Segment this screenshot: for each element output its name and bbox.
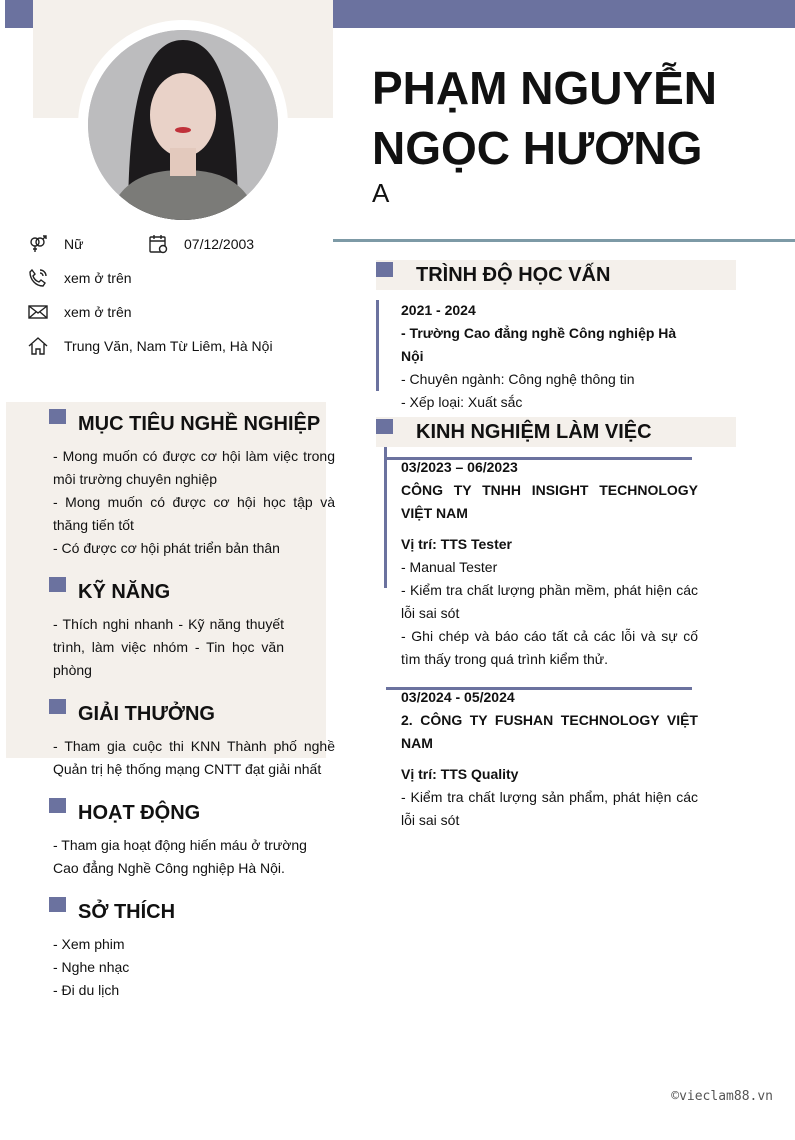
candidate-name-suffix: A	[372, 178, 390, 208]
section-marker	[49, 798, 66, 813]
objective-line: - Mong muốn có được cơ hội làm việc trong môi trường chuyên nghiệp	[53, 448, 335, 487]
objective-title: MỤC TIÊU NGHỀ NGHIỆP	[78, 413, 321, 435]
job-period: 03/2023 – 06/2023	[401, 459, 518, 475]
address-value: Trung Văn, Nam Từ Liêm, Hà Nội	[64, 338, 273, 354]
experience-title: KINH NGHIỆM LÀM VIỆC	[416, 421, 652, 443]
experience-heading	[376, 417, 736, 447]
activities-heading	[49, 798, 200, 825]
awards-text: - Tham gia cuộc thi KNN Thành phố nghề Quản trị hệ thống mạng CNTT đạt giải nhất	[53, 738, 335, 777]
hobbies-list	[53, 933, 335, 1002]
section-marker	[49, 897, 66, 912]
phone-value: xem ở trên	[64, 270, 132, 286]
activities-title: HOẠT ĐỘNG	[78, 802, 201, 824]
education-major: - Chuyên ngành: Công nghệ thông tin	[401, 371, 635, 387]
skills-title: KỸ NĂNG	[78, 581, 171, 603]
awards-title: GIẢI THƯỞNG	[78, 703, 215, 725]
experience-timeline-bar	[384, 447, 387, 588]
home-icon	[28, 336, 48, 356]
education-grade: - Xếp loại: Xuất sắc	[401, 394, 523, 410]
education-entry	[401, 299, 701, 414]
job-entry	[401, 686, 698, 832]
job-entry	[401, 456, 698, 671]
job-duty: - Ghi chép và báo cáo tất cả các lỗi và sự cố tìm thấy trong quá trình kiểm thử.	[401, 628, 698, 667]
education-period: 2021 - 2024	[401, 302, 476, 318]
objective-text	[53, 445, 335, 560]
section-marker	[49, 409, 66, 424]
mail-icon	[28, 302, 48, 322]
job-duty: - Kiểm tra chất lượng phần mềm, phát hiện các lỗi sai sót	[401, 582, 698, 621]
skills-text: - Thích nghi nhanh - Kỹ năng thuyết trình, làm việc nhóm - Tin học văn phòng	[53, 616, 284, 678]
profile-photo	[88, 30, 278, 220]
section-marker	[376, 262, 393, 277]
header-divider	[333, 239, 795, 242]
phone-row	[28, 268, 132, 288]
hobby-item: - Xem phim	[53, 936, 125, 952]
hobby-item: - Nghe nhạc	[53, 959, 130, 975]
email-value: xem ở trên	[64, 304, 132, 320]
section-marker	[376, 419, 393, 434]
gender-value: Nữ	[64, 236, 84, 252]
activities-text: - Tham gia hoạt động hiến máu ở trường Cao đẳng Nghề Công nghiệp Hà Nội.	[53, 837, 307, 876]
education-timeline-bar	[376, 300, 379, 391]
hobbies-title: SỞ THÍCH	[78, 901, 176, 923]
gender-icon	[28, 234, 48, 254]
education-heading	[376, 260, 736, 290]
candidate-name: PHẠM NGUYỄN NGỌC HƯƠNG	[372, 62, 718, 174]
address-row	[28, 336, 273, 356]
dob-row	[148, 234, 254, 254]
watermark: ©vieclam88.vn	[671, 1089, 773, 1104]
awards-heading	[49, 699, 215, 726]
job-duty: - Kiểm tra chất lượng sản phẩm, phát hiện các lỗi sai sót	[401, 789, 698, 828]
dob-value: 07/12/2003	[184, 236, 255, 252]
job-period: 03/2024 - 05/2024	[401, 689, 515, 705]
objective-line: - Có được cơ hội phát triển bản thân	[53, 540, 280, 556]
education-school: - Trường Cao đẳng nghề Công nghiệp Hà Nội	[401, 325, 677, 364]
phone-icon	[28, 268, 48, 288]
job-company: CÔNG TY TNHH INSIGHT TECHNOLOGY VIỆT NAM	[401, 482, 698, 521]
objective-line: - Mong muốn có được cơ hội học tập và thăng tiến tốt	[53, 494, 335, 533]
job-duty: - Manual Tester	[401, 559, 498, 575]
job-company: 2. CÔNG TY FUSHAN TECHNOLOGY VIỆT NAM	[401, 712, 698, 751]
job-position: Vị trí: TTS Quality	[401, 766, 519, 782]
skills-heading	[49, 577, 170, 604]
calendar-icon	[148, 234, 168, 254]
job-position: Vị trí: TTS Tester	[401, 536, 512, 552]
section-marker	[49, 577, 66, 592]
section-marker	[49, 699, 66, 714]
email-row	[28, 302, 132, 322]
gender-row	[28, 234, 83, 254]
hobby-item: - Đi du lịch	[53, 982, 120, 998]
objective-heading	[49, 409, 320, 436]
hobbies-heading	[49, 897, 175, 924]
education-title: TRÌNH ĐỘ HỌC VẤN	[416, 264, 611, 286]
